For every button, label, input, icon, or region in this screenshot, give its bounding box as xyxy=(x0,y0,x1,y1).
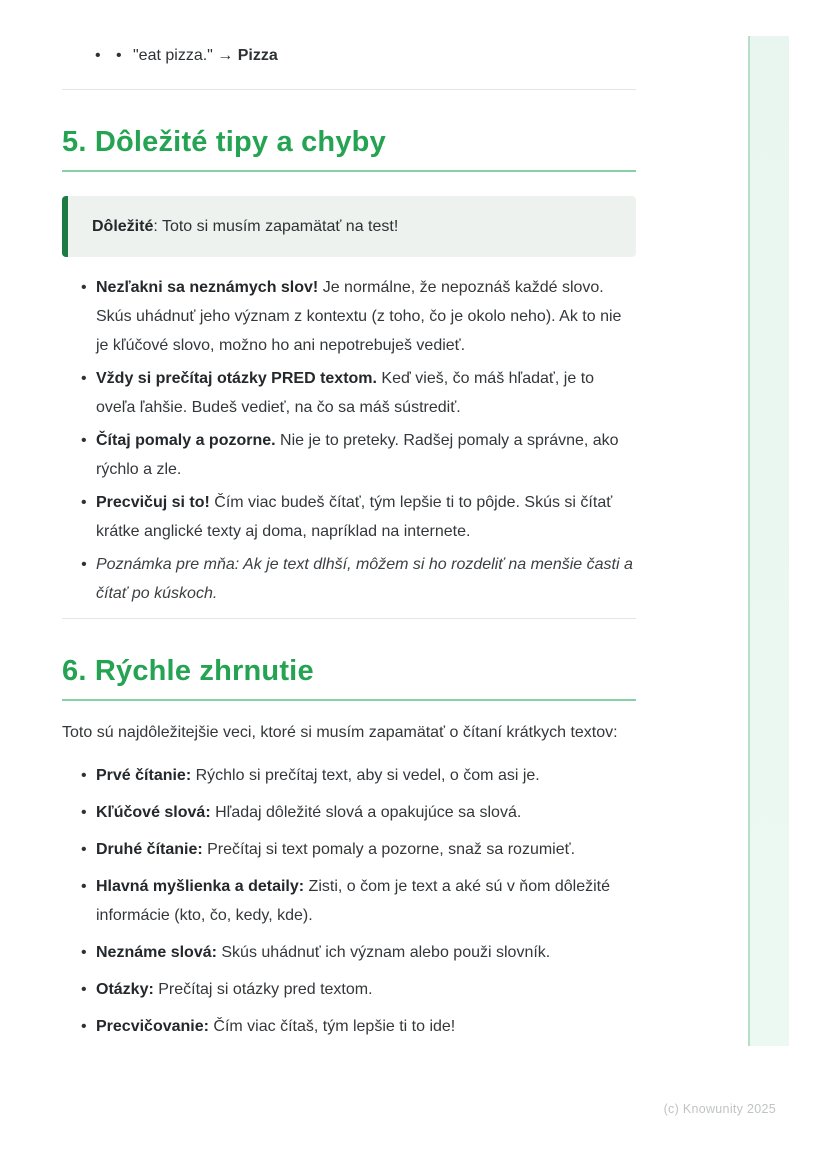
list-item-text: Čím viac budeš čítať, tým lepšie ti to pôjde. Skús si čítať krátke anglické texty aj doma, napríklad na internete. xyxy=(96,494,613,540)
list-item-lead: Čítaj pomaly a pozorne. xyxy=(96,432,276,449)
section5-heading: 5. Dôležité tipy a chyby xyxy=(62,124,636,172)
footer-credit: (c) Knowunity 2025 xyxy=(663,1102,776,1116)
list-item xyxy=(62,364,636,422)
list-item-text: Poznámka pre mňa: Ak je text dlhší, môžem si ho rozdeliť na menšie časti a čítať po kúskoch. xyxy=(96,556,633,602)
list-item-text: Nie je to preteky. Radšej pomaly a správne, ako rýchlo a zle. xyxy=(96,432,619,478)
list-item xyxy=(62,938,636,967)
section-divider xyxy=(62,89,636,90)
list-item-text xyxy=(133,47,278,64)
tips-list xyxy=(62,273,636,608)
important-callout xyxy=(62,196,636,257)
page-edge-accent-bar xyxy=(748,36,789,1046)
list-item-text: Prečítaj si otázky pred textom. xyxy=(153,981,373,998)
list-item-text: Hľadaj dôležité slová a opakujúce sa slová. xyxy=(210,804,522,821)
list-item-lead: Otázky: xyxy=(96,981,154,998)
list-item xyxy=(62,975,636,1004)
list-item-text: Prečítaj si text pomaly a pozorne, snaž sa rozumieť. xyxy=(202,841,576,858)
list-item-lead: Nezľakni sa neznámych slov! xyxy=(96,279,319,296)
list-item-lead: Vždy si prečítaj otázky PRED textom. xyxy=(96,370,377,387)
list-item-text: Čím viac čítaš, tým lepšie ti to ide! xyxy=(208,1018,456,1035)
list-item-lead: Neznáme slová: xyxy=(96,944,217,961)
list-item-plain: "eat pizza." → xyxy=(133,47,238,64)
list-item xyxy=(62,761,636,790)
list-item-lead: Precvičovanie: xyxy=(96,1018,209,1035)
list-item xyxy=(62,872,636,930)
list-item-text: Je normálne, že nepoznáš každé slovo. Skús uhádnuť jeho význam z kontextu (z toho, čo je okolo neho). Ak to nie je kľúčové slovo, možno ho ani nepotrebuješ vedieť. xyxy=(96,279,622,354)
list-item-lead: Prvé čítanie: xyxy=(96,767,192,784)
list-item xyxy=(62,798,636,827)
callout-text xyxy=(92,216,612,237)
callout-rest: : Toto si musím zapamätať na test! xyxy=(153,218,399,235)
list-item-text: Rýchlo si prečítaj text, aby si vedel, o čom asi je. xyxy=(191,767,540,784)
list-item-lead: Kľúčové slová: xyxy=(96,804,211,821)
section-divider xyxy=(62,618,636,619)
list-item-lead: Hlavná myšlienka a detaily: xyxy=(96,878,305,895)
content-column xyxy=(62,0,636,1049)
bullet-icon: • xyxy=(95,47,101,64)
list-item xyxy=(62,1012,636,1041)
summary-list xyxy=(62,761,636,1041)
nested-list-item xyxy=(62,44,636,68)
list-item-text: Skús uhádnuť ich význam alebo použi slovník. xyxy=(216,944,551,961)
list-item-text: Zisti, o čom je text a aké sú v ňom dôležité informácie (kto, čo, kedy, kde). xyxy=(96,878,611,924)
bullet-icon: • xyxy=(116,47,122,64)
list-item-lead: Druhé čítanie: xyxy=(96,841,203,858)
callout-lead: Dôležité xyxy=(92,218,154,235)
list-item xyxy=(62,426,636,484)
list-item xyxy=(62,835,636,864)
list-item-lead: Precvičuj si to! xyxy=(96,494,210,511)
list-item xyxy=(62,273,636,360)
section6-heading: 6. Rýchle zhrnutie xyxy=(62,653,636,701)
section6-intro-paragraph: Toto sú najdôležitejšie veci, ktoré si musím zapamätať o čítaní krátkych textov: xyxy=(62,724,618,741)
list-item-text: Keď vieš, čo máš hľadať, je to oveľa ľahšie. Budeš vedieť, na čo sa máš sústrediť. xyxy=(96,370,595,416)
list-item xyxy=(62,488,636,546)
list-item-note xyxy=(62,550,636,608)
list-item-bold: Pizza xyxy=(237,47,278,64)
